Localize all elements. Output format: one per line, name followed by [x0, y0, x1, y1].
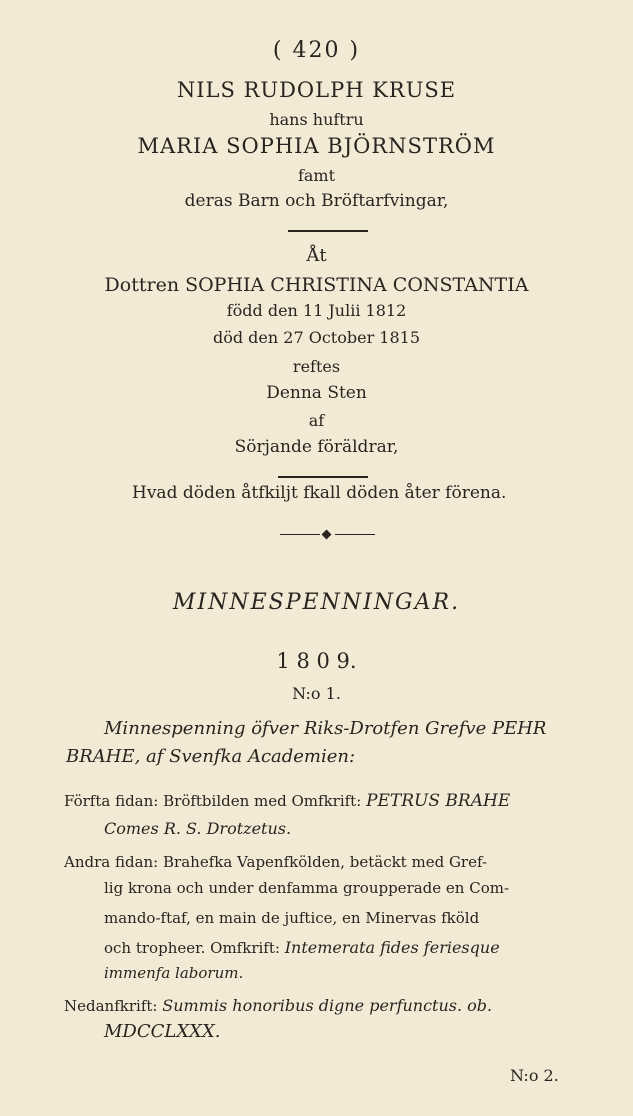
obverse-text: Bröftbilden med Omfkrift: — [163, 792, 362, 810]
epitaph-line-11: Denna Sten — [266, 383, 367, 403]
reverse-line-1 — [64, 853, 487, 871]
epitaph-line-12: af — [308, 411, 325, 430]
epitaph-line-10: reftes — [292, 357, 341, 376]
epitaph-line-2: hans huftru — [269, 110, 364, 129]
exergue-line-1 — [64, 996, 492, 1015]
obverse-label: Förfta fidan: — [64, 792, 159, 810]
reverse-text-4: och tropheer. Omfkrift: — [104, 939, 280, 957]
page-number: ( 420 ) — [272, 38, 361, 63]
medal-number: N:o 1. — [292, 684, 341, 703]
exergue-label: Nedanfkrift: — [64, 997, 158, 1015]
epitaph-motto: Hvad döden åtfkiljt fkall döden åter förena. — [132, 483, 507, 503]
medal-description-2: BRAHE, af Svenfka Academien: — [66, 746, 356, 767]
reverse-line-4 — [104, 938, 500, 957]
divider-rule — [288, 230, 368, 232]
epitaph-line-6: Åt — [306, 245, 327, 266]
epitaph-line-3: MARIA SOPHIA BJÖRNSTRÖM — [137, 134, 496, 158]
reverse-text-1: Brahefka Vapenfkölden, betäckt med Gref- — [163, 853, 488, 871]
reverse-text-2: lig krona och under denfamma groupperade en Com- — [104, 879, 510, 897]
epitaph-line-8: född den 11 Julii 1812 — [226, 301, 407, 320]
epitaph-line-13: Sörjande föräldrar, — [234, 437, 399, 457]
obverse-line-1 — [64, 791, 510, 811]
section-year: 1 8 0 9. — [276, 649, 357, 673]
reverse-inscription-2: immenfa laborum. — [104, 964, 244, 982]
reverse-inscription: Intemerata fides feriesque — [284, 938, 500, 957]
epitaph-line-4: famt — [297, 166, 336, 185]
epitaph-line-1: NILS RUDOLPH KRUSE — [176, 78, 457, 102]
epitaph-line-7: Dottren SOPHIA CHRISTINA CONSTANTIA — [104, 274, 529, 296]
epitaph-line-5: deras Barn och Bröftarfvingar, — [184, 191, 449, 211]
reverse-text-3: mando-ftaf, en main de juftice, en Minervas fköld — [104, 909, 480, 927]
catchword: N:o 2. — [510, 1066, 559, 1085]
section-title: MINNESPENNINGAR. — [172, 590, 461, 615]
divider-rule — [278, 476, 368, 478]
obverse-inscription: PETRUS BRAHE — [366, 791, 511, 811]
medal-description-1: Minnespenning öfver Riks-Drotfen Grefve PEHR — [104, 718, 547, 739]
reverse-label: Andra fidan: — [64, 853, 159, 871]
ornament-divider — [280, 530, 375, 540]
exergue-year: MDCCLXXX. — [104, 1021, 221, 1042]
obverse-inscription-2: Comes R. S. Drotzetus. — [104, 819, 292, 838]
epitaph-line-9: död den 27 October 1815 — [212, 328, 421, 347]
exergue-text: Summis honoribus digne perfunctus. ob. — [162, 996, 493, 1015]
